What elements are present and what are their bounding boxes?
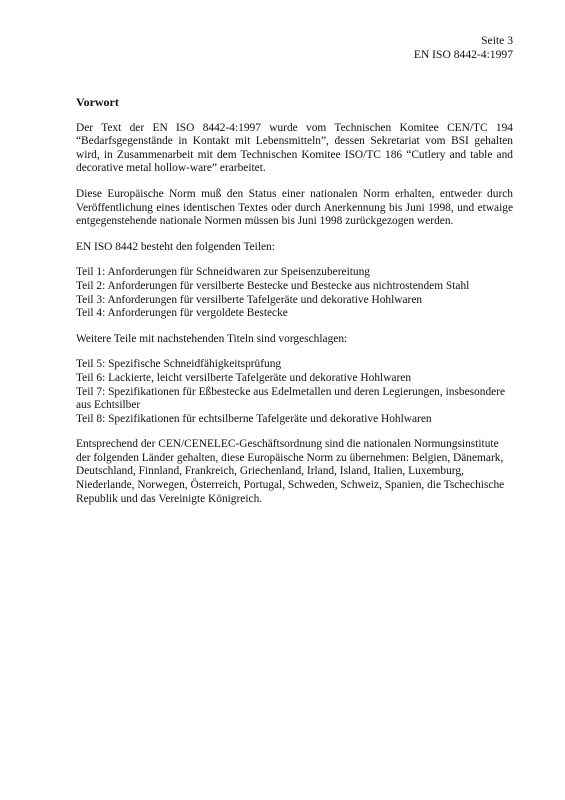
list-item: Teil 8: Spezifikationen für echtsilberne Tafelgeräte und dekorative Hohlwaren <box>76 412 432 425</box>
page-number: Seite 3 <box>481 34 513 47</box>
section-title: Vorwort <box>76 95 119 109</box>
list-item: Teil 2: Anforderungen für versilberte Bestecke und Bestecke aus nichtrostendem Stahl <box>76 279 470 292</box>
list-item: Teil 7: Spezifikationen für Eßbestecke aus Edelmetallen und deren Legierungen, insbesondere aus Echtsilber <box>76 385 506 412</box>
page-header <box>414 34 513 61</box>
paragraph-status: Diese Europäische Norm muß den Status einer nationalen Norm erhalten, entweder durch Veröffentlichung eines identischen Textes oder durch Anerkennung bis Juni 1998, und etwaige entgegenstehende nationale Normen müssen bis Juni 1998 zurückgezogen werden. <box>76 187 513 228</box>
paragraph-adoption: Entsprechend der CEN/CENELEC-Geschäftsordnung sind die nationalen Normungsinstitute der folgenden Länder gehalten, diese Europäische Norm zu übernehmen: Belgien, Dänemark, Deutschland, Finnland, Frankreich, Griechenland, Irland, Island, Italien, Luxemburg, Niederlande, Norwegen, Österreich, Portugal, Schweden, Schweiz, Spanien, die Tschechische Republik und das Vereinigte Königreich. <box>76 438 505 505</box>
list-item: Teil 1: Anforderungen für Schneidwaren zur Speisenzubereitung <box>76 266 370 279</box>
list-item: Teil 6: Lackierte, leicht versilberte Tafelgeräte und dekorative Hohlwaren <box>76 371 412 384</box>
paragraph-committee: Der Text der EN ISO 8442-4:1997 wurde vom Technischen Komitee CEN/TC 194 “Bedarfsgegenstände in Kontakt mit Lebensmitteln”, dessen Sekretariat vom BSI gehalten wird, in Zusammenarbeit mit dem Technischen Komitee ISO/TC 186 “Cutlery and table and decorative metal hollow-ware” erarbeitet. <box>76 121 513 175</box>
list-item: Teil 4: Anforderungen für vergoldete Bestecke <box>76 307 288 320</box>
paragraph-parts-intro: EN ISO 8442 besteht den folgenden Teilen: <box>76 240 275 253</box>
list-item: Teil 3: Anforderungen für versilberte Tafelgeräte und dekorative Hohlwaren <box>76 293 423 306</box>
list-item: Teil 5: Spezifische Schneidfähigkeitsprüfung <box>76 358 282 371</box>
paragraph-proposed-intro: Weitere Teile mit nachstehenden Titeln sind vorgeschlagen: <box>76 332 348 345</box>
proposed-parts-list <box>76 358 513 426</box>
document-id: EN ISO 8442-4:1997 <box>413 47 513 61</box>
document-body <box>76 96 513 506</box>
parts-list <box>76 266 513 320</box>
